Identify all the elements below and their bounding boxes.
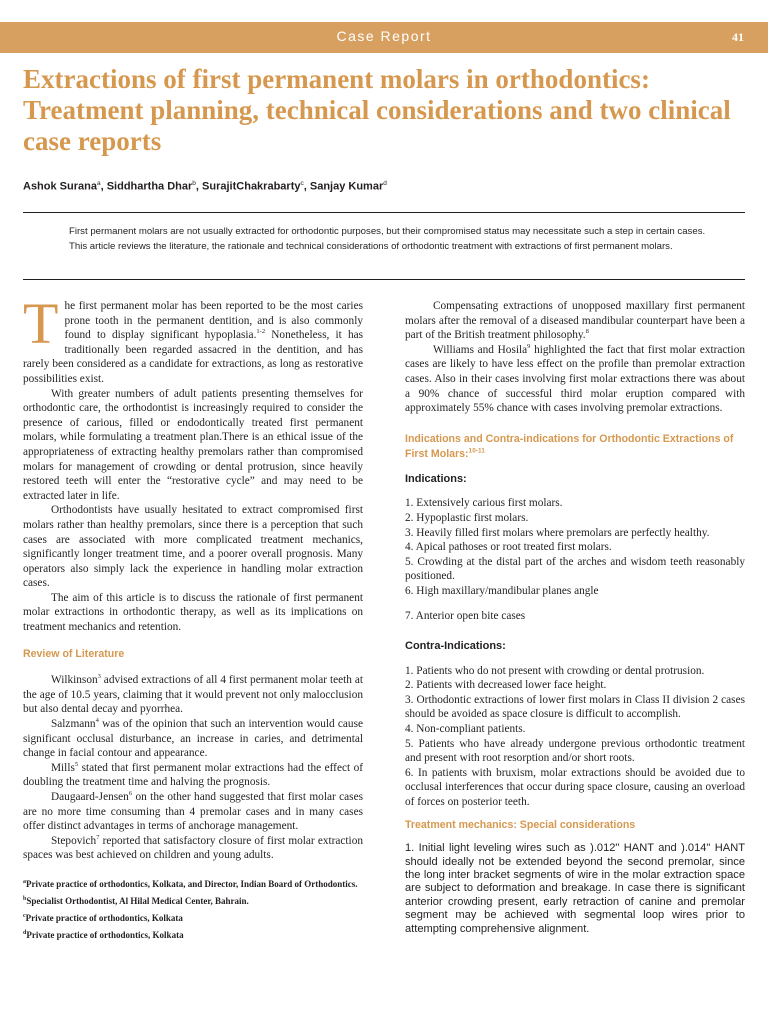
abstract: First permanent molars are not usually extracted for orthodontic purposes, but their compromised status may necessitate such a step in certain cases. This article reviews the literature, the rationale and technical considerations of orthodontic treatment with extractions of first permanent molars.	[69, 226, 706, 252]
body-paragraph: Wilkinson$^3$ advised extractions of all 4 first permanent molar teeth at the age of 10.5 years, claiming that it would prevent not only malocclusion but also dental decay and pyorrhea.	[23, 673, 363, 716]
author-name: Ashok Surana	[23, 180, 97, 193]
abstract-top-rule	[23, 212, 745, 213]
abstract-bottom-rule	[23, 279, 745, 280]
contra-indications-list	[405, 664, 745, 810]
body-paragraph: Salzmann$^4$ was of the opinion that such an intervention would cause significant occlusal disturbance, an increase in caries, and detrimental change in facial contour and appearance.	[23, 717, 363, 760]
author-name: SurajitChakrabarty	[202, 180, 301, 193]
left-column	[23, 291, 363, 943]
list-item: 1. Patients who do not present with crowding or dental protrusion.	[405, 664, 705, 677]
list-item: 6. High maxillary/mandibular planes angle	[405, 584, 599, 597]
article-title: Extractions of first permanent molars in orthodontics: Treatment planning, technical considerations and two clinical case reports	[23, 64, 731, 156]
section-heading-mechanics: Treatment mechanics: Special considerations	[405, 818, 636, 831]
author-name: Sanjay Kumar	[309, 180, 384, 193]
list-item: 6. In patients with bruxism, molar extractions should be avoided due to occlusal interferences that occur during space closure, causing an overload of forces on posterior teeth.	[405, 766, 745, 809]
right-column	[405, 299, 745, 936]
body-paragraph: Orthodontists have usually hesitated to extract compromised first molars rather than healthy premolars, since there is a perception that such cases are associated with more complicated treatment mechanics, significantly longer treatment time, and a poorer overall prognosis. Many operators also simply lack the experience in handling molar extraction cases.	[23, 504, 363, 590]
footnote: $^a$Private practice of orthodontics, Kolkata, and Director, Indian Board of Orthodontics.	[23, 878, 358, 889]
contra-indications-label: Contra-Indications:	[405, 640, 506, 653]
list-item: 2. Hypoplastic first molars.	[405, 511, 529, 524]
affiliation-mark: a	[96, 180, 101, 187]
body-paragraph: With greater numbers of adult patients presenting themselves for orthodontic care, the orthodontist is increasingly required to consider the presence of carious, filled or endodontically treated first permanent molars, while formulating a treatment plan.There is an ethical issue of the appropriateness of extracting healthy premolars rather than compromised molars for management of crowding or dental protrusion, since heavily restored teeth will enter the “restorative cycle” and may need to be extracted later in life.	[23, 387, 363, 502]
list-item: 2. Patients with decreased lower face height.	[405, 679, 607, 692]
affiliation-mark: b	[192, 180, 196, 187]
body-paragraph: Williams and Hosila$^9$ highlighted the fact that first molar extraction cases are likely to have less effect on the profile than premolar extraction cases. Also in their cases involving first molar extractions there was about a 90% chance of successful third molar eruption compared with approximately 55% chance with cases involving premolar extractions.	[405, 343, 745, 415]
footnote: $^b$Specialist Orthodontist, Al Hilal Medical Center, Bahrain.	[23, 895, 249, 906]
list-item: 7. Anterior open bite cases	[405, 609, 526, 622]
footnote: $^c$Private practice of orthodontics, Kolkata	[23, 912, 183, 923]
body-paragraph: The aim of this article is to discuss the rationale of first permanent molar extractions in orthodontic therapy, as well as its implications on treatment mechanics and retention.	[23, 591, 363, 634]
list-item: 1. Extensively carious first molars.	[405, 497, 563, 510]
section-label: Case Report	[336, 28, 432, 44]
affiliation-mark: c	[300, 180, 304, 187]
list-item: 4. Non-compliant patients.	[405, 723, 526, 736]
body-paragraph: Stepovich$^7$ reported that satisfactory closure of first molar extraction spaces was best achieved on children and young adults.	[23, 834, 363, 862]
list-item: 5. Patients who have already undergone previous orthodontic treatment and present with root resorption and/or short roots.	[405, 737, 745, 765]
body-paragraph: Daugaard-Jensen$^6$ on the other hand suggested that first molar cases are no more time consuming than 4 premolar cases and in many cases offer distinct advantages in terms of anchorage management.	[23, 790, 363, 833]
list-item: 5. Crowding at the distal part of the arches and wisdom teeth reasonably positioned.	[405, 555, 745, 583]
drop-cap: T	[23, 291, 59, 356]
section-heading-review: Review of Literature	[23, 647, 125, 660]
page-number: 41	[732, 30, 744, 44]
affiliation-mark: d	[383, 180, 387, 187]
footnote: $^d$Private practice of orthodontics, Kolkata	[23, 929, 184, 940]
indications-label: Indications:	[405, 472, 467, 485]
footnotes	[23, 875, 363, 943]
author-list: Ashok Surana$^a$, Siddhartha Dhar$^b$, SurajitChakrabarty$^c$, Sanjay Kumar$^d$	[23, 180, 387, 193]
body-paragraph: Mills$^5$ stated that first permanent molar extractions had the effect of doubling the treatment time and halving the prognosis.	[23, 761, 363, 789]
intro-paragraph: The first permanent molar has been reported to be the most caries prone tooth in the permanent dentition, and is also commonly found to display significant hypoplasia.$^{1-2}$ Nonetheless, it has traditionally been regarded assacred in the dentition, and has rarely been considered as a candidate for extractions, as long as restorative possibilities exist.	[23, 291, 363, 385]
body-paragraph: Compensating extractions of unopposed maxillary first permanent molars after the removal of a diseased mandibular counterpart have been a part of the British treatment philosophy.$^8$	[405, 300, 745, 342]
reference-mark: 1-2	[256, 328, 266, 336]
list-item: 3. Orthodontic extractions of lower first molars in Class II division 2 cases should be avoided as space closure is difficult to accomplish.	[405, 693, 745, 721]
list-item: 4. Apical pathoses or root treated first molars.	[405, 541, 612, 554]
author-name: Siddhartha Dhar	[106, 180, 193, 193]
body-paragraph: 1. Initial light leveling wires such as ).012" HANT and ).014" HANT should ideally not be extended beyond the second premolar, since the long inter bracket segments of wire in the molar extraction space are subject to deformation and breakage. In case there is significant anterior crowding present, early retraction of canine and premolar segment may be achieved with segmental loop wires prior to attempting comprehensive alignment.	[405, 842, 745, 935]
list-item: 3. Heavily filled first molars where premolars are perfectly healthy.	[405, 526, 710, 539]
section-heading-indications: Indications and Contra-indications for Orthodontic Extractions of First Molars:$^{10-11}$	[405, 432, 734, 460]
indications-list	[405, 496, 745, 598]
header-bar	[0, 22, 768, 53]
